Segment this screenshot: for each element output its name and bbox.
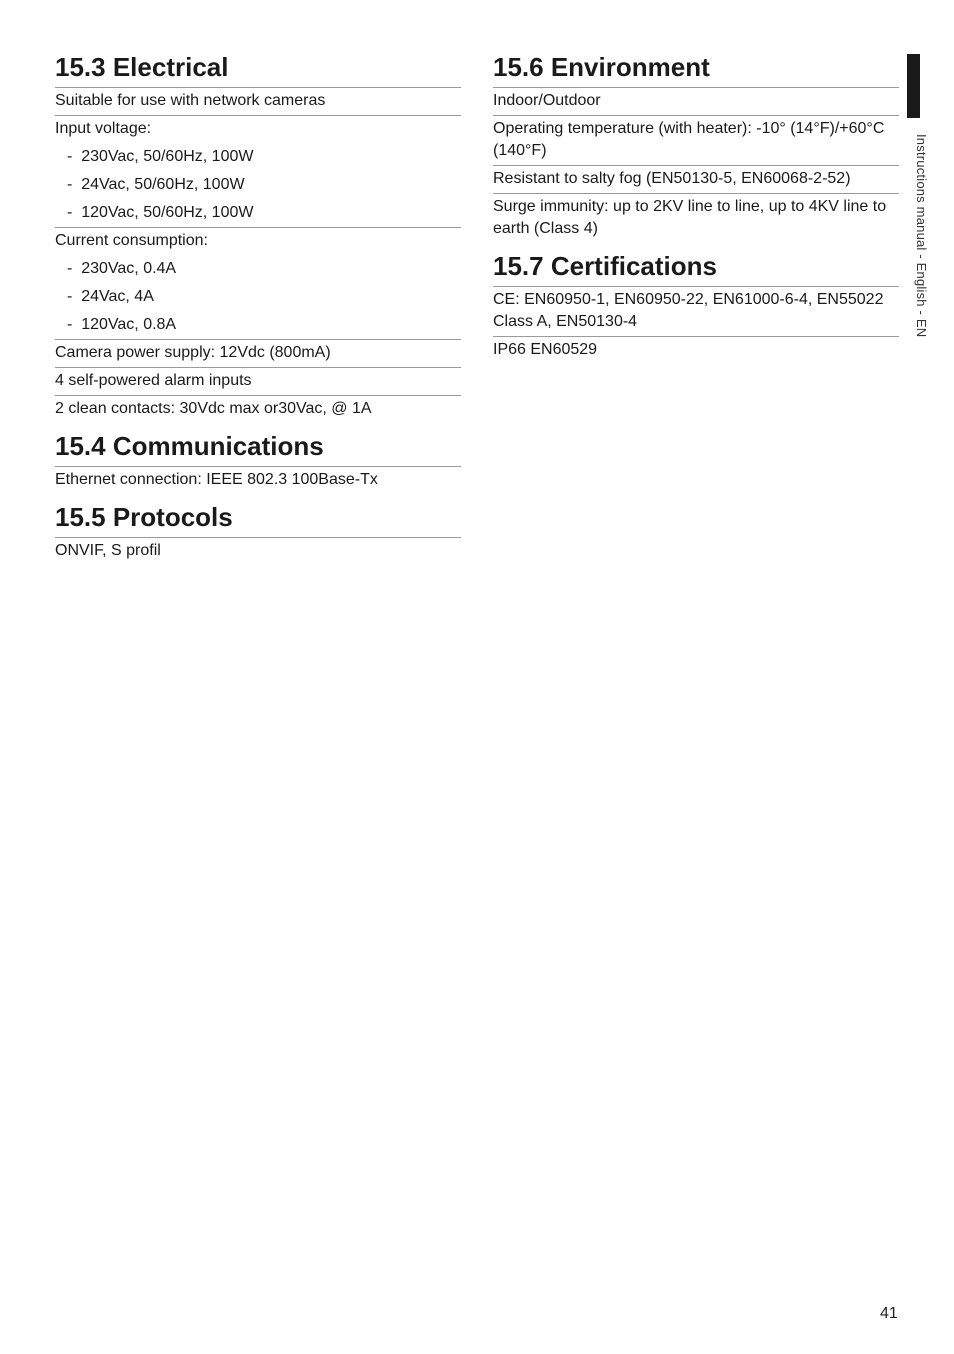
section-title-communications: 15.4 Communications (55, 431, 461, 467)
section-environment (493, 52, 899, 243)
section-certifications (493, 251, 899, 364)
section-title-certifications: 15.7 Certifications (493, 251, 899, 287)
section-title-protocols: 15.5 Protocols (55, 502, 461, 538)
spec-row: Ethernet connection: IEEE 802.3 100Base-Tx (55, 471, 378, 488)
spec-row-input-voltage (55, 116, 461, 228)
section-title-electrical: 15.3 Electrical (55, 52, 461, 88)
spec-row: ONVIF, S profil (55, 542, 161, 559)
spec-row: 4 self-powered alarm inputs (55, 368, 461, 396)
spec-row: Surge immunity: up to 2KV line to line, up to 4KV line to earth (Class 4) (493, 198, 887, 237)
section-communications (55, 431, 461, 494)
side-running-label: Instructions manual - English - EN (914, 134, 929, 338)
spec-row: 2 clean contacts: 30Vdc max or30Vac, @ 1A (55, 400, 372, 417)
spec-label: Input voltage: (55, 120, 152, 137)
spec-row-current-consumption (55, 228, 461, 340)
spec-row: Indoor/Outdoor (493, 88, 899, 116)
spec-sub-item: - 24Vac, 50/60Hz, 100W (55, 174, 461, 196)
spec-row: Resistant to salty fog (EN50130-5, EN60068-2-52) (493, 166, 899, 194)
spec-sub-item: - 120Vac, 50/60Hz, 100W (55, 202, 461, 224)
page-number: 41 (880, 1305, 898, 1322)
spec-row: Camera power supply: 12Vdc (800mA) (55, 340, 461, 368)
spec-sub-item: - 230Vac, 50/60Hz, 100W (55, 146, 461, 168)
right-column (493, 52, 899, 372)
chapter-tab-marker (907, 54, 920, 118)
spec-sub-item: - 120Vac, 0.8A (55, 314, 461, 336)
spec-row: IP66 EN60529 (493, 341, 598, 358)
spec-row: Operating temperature (with heater): -10° (14°F)/+60°C (140°F) (493, 116, 899, 166)
left-column (55, 52, 461, 573)
spec-sub-item: - 24Vac, 4A (55, 286, 461, 308)
section-title-environment: 15.6 Environment (493, 52, 899, 88)
spec-sub-item: - 230Vac, 0.4A (55, 258, 461, 280)
spec-row: CE: EN60950-1, EN60950-22, EN61000-6-4, EN55022 Class A, EN50130-4 (493, 287, 899, 337)
spec-row: Suitable for use with network cameras (55, 88, 461, 116)
section-electrical (55, 52, 461, 423)
section-protocols (55, 502, 461, 565)
spec-label: Current consumption: (55, 232, 208, 249)
